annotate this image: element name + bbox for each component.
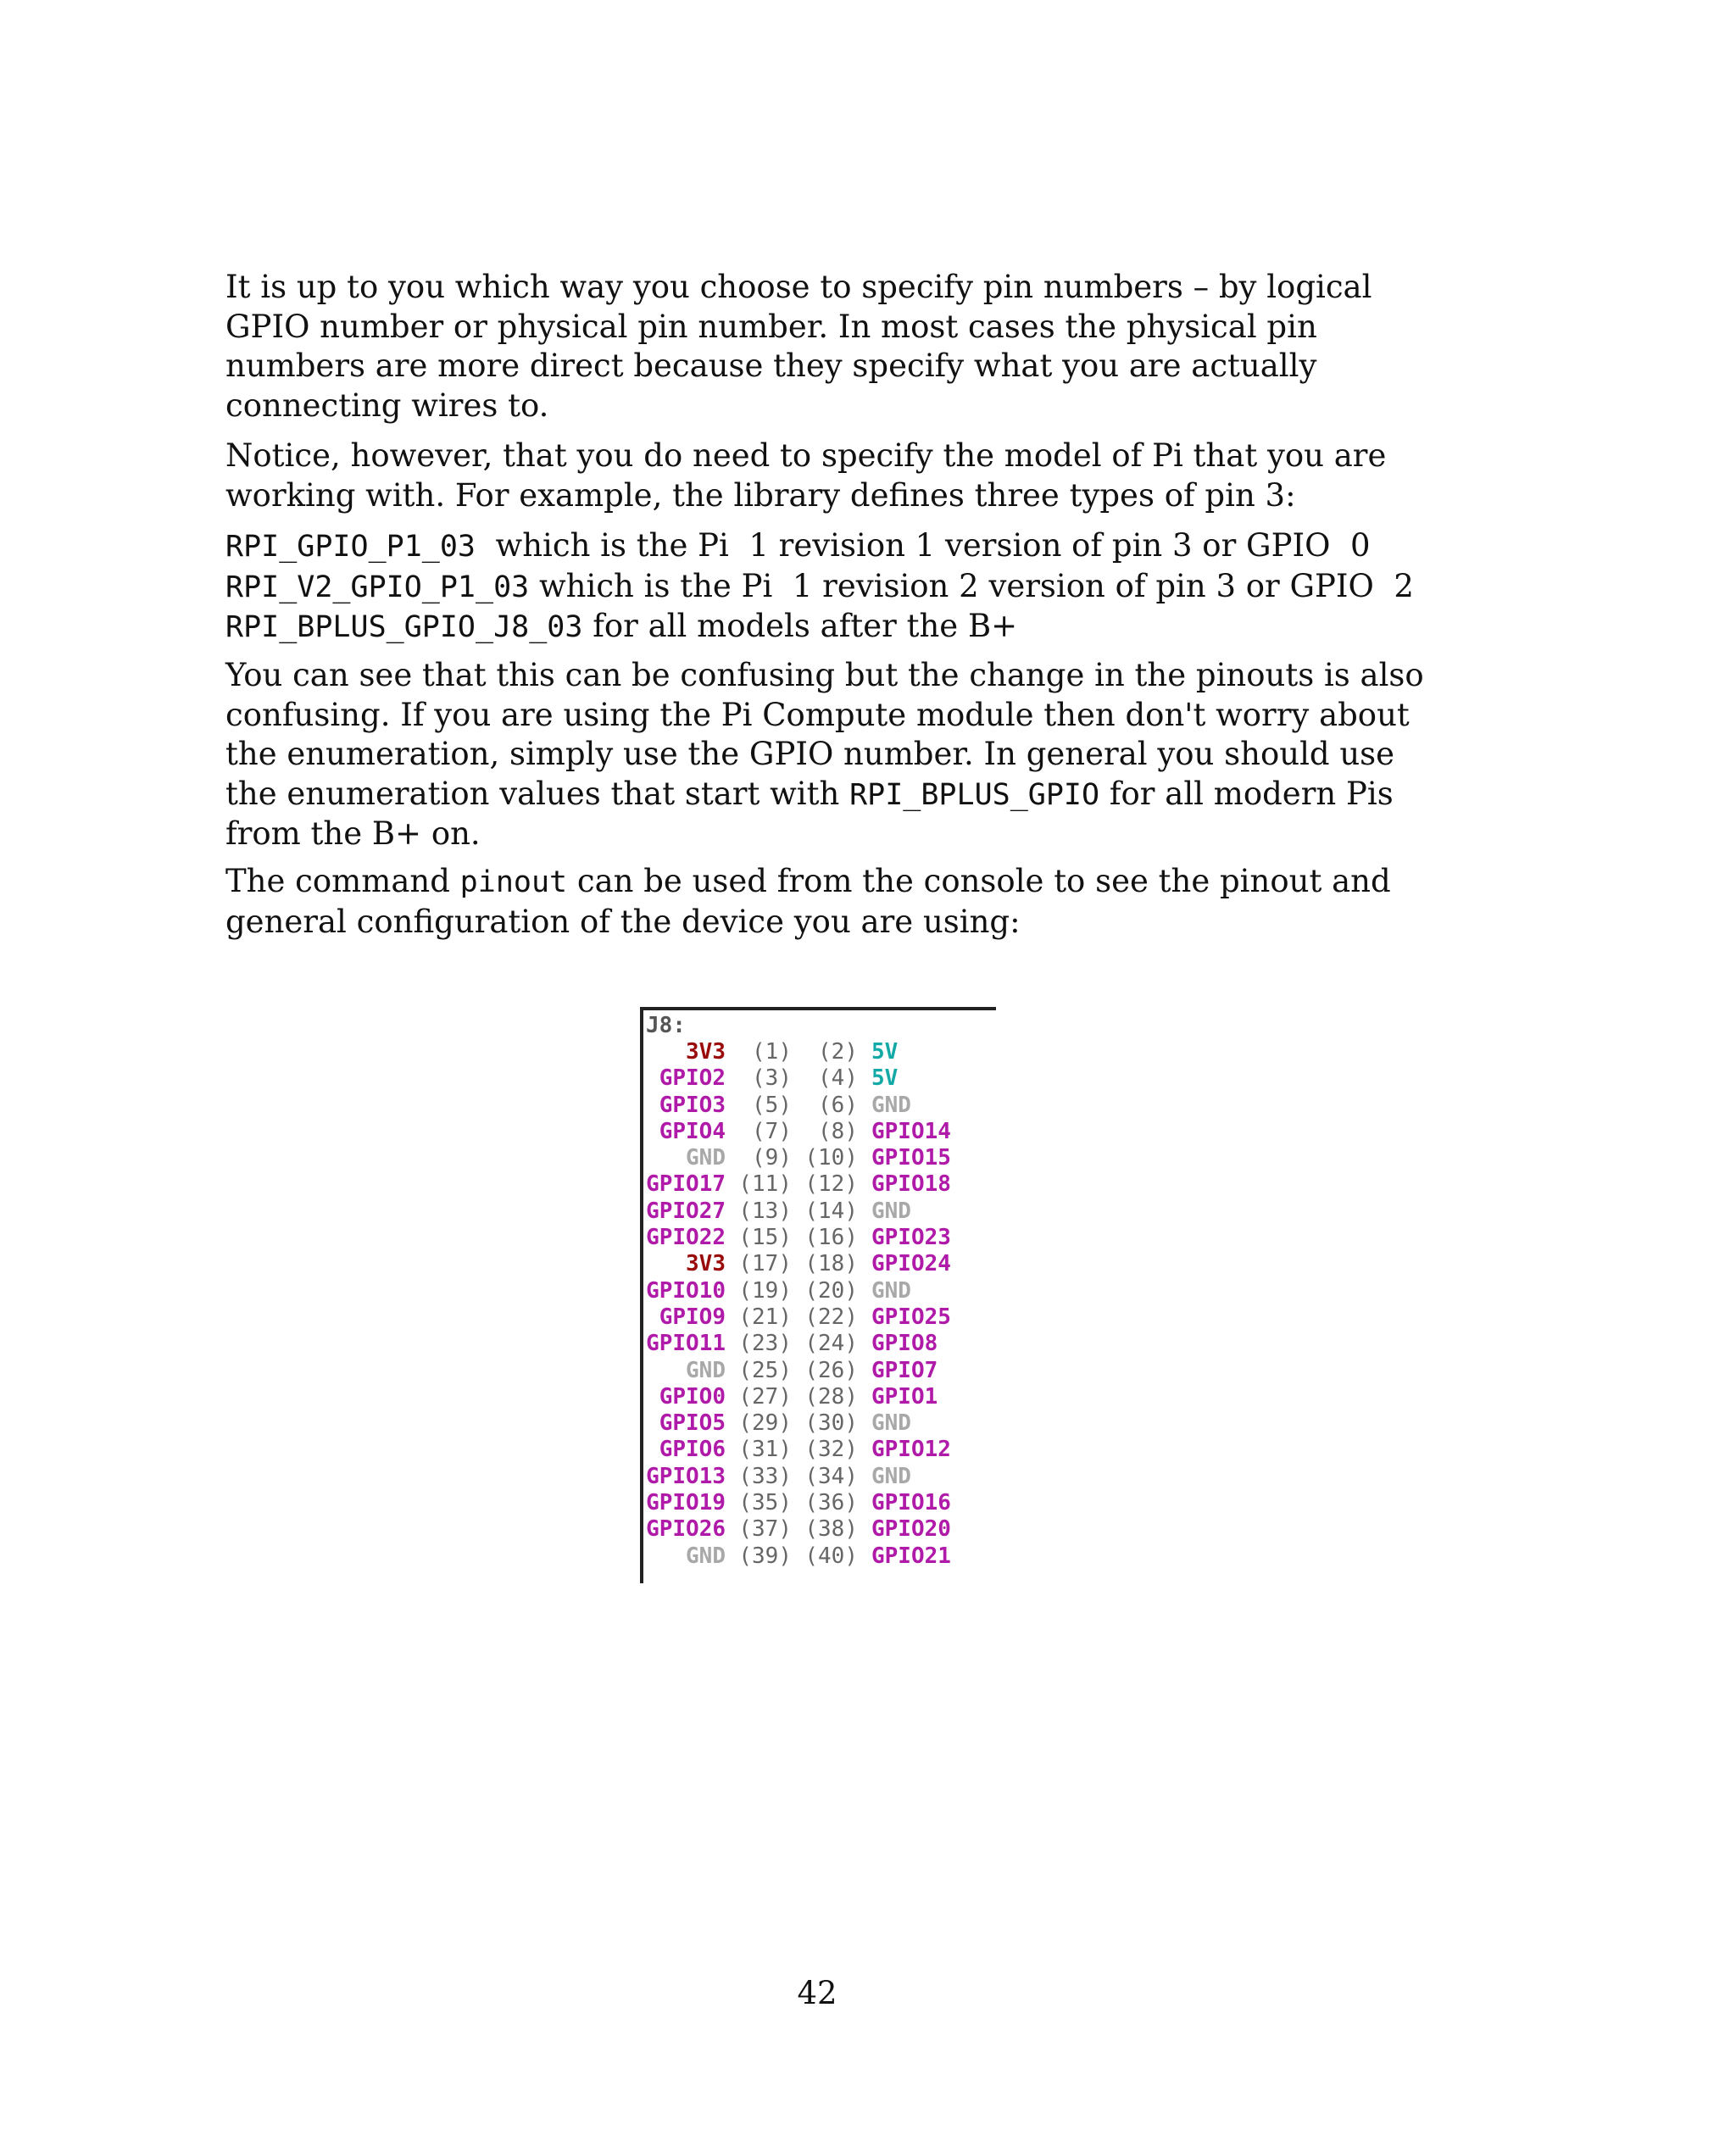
pin-number-left: (35) [738, 1490, 792, 1516]
pin-number-left: (15) [738, 1225, 792, 1251]
enum-description: which is the Pi 1 revision 2 version of pin 3 or GPIO 2 [529, 567, 1414, 604]
enum-code: RPI_GPIO_P1_03 [225, 530, 476, 564]
pin-name-right: GPIO12 [871, 1437, 951, 1463]
pin-name-right: GPIO21 [871, 1543, 951, 1569]
enum-description: which is the Pi 1 revision 1 version of pin 3 or GPIO 0 [476, 527, 1371, 564]
pin-name-left: GPIO0 [659, 1383, 726, 1410]
pinout-row [646, 1171, 996, 1198]
pinout-row [646, 1039, 996, 1065]
pin-name-right: GND [871, 1410, 911, 1437]
pin-name-right: GND [871, 1092, 911, 1118]
pin-number-right: (18) [804, 1251, 858, 1277]
pin-number-left: (37) [738, 1516, 792, 1543]
paragraph-confusing-pinouts [225, 656, 1455, 854]
pin-number-right: (34) [804, 1463, 858, 1489]
pin-name-right: GPIO23 [871, 1225, 951, 1251]
pin-number-right: (20) [804, 1277, 858, 1304]
inline-code: pinout [459, 865, 568, 899]
pin-name-right: GPIO24 [871, 1251, 951, 1277]
pin-number-left: (17) [738, 1251, 792, 1277]
pin-number-left: (23) [738, 1331, 792, 1357]
pin-name-right: GND [871, 1277, 911, 1304]
text-run: for all modern Pis from the B+ on. [225, 775, 1394, 852]
pin-name-right: GPIO15 [871, 1145, 951, 1171]
pin-name-left: GND [686, 1543, 726, 1569]
pin-name-left: GPIO22 [646, 1225, 726, 1251]
enum-line [225, 567, 1455, 608]
pin-name-left: GPIO17 [646, 1171, 726, 1198]
pin-name-left: GND [686, 1145, 726, 1171]
pin-number-right: (14) [804, 1198, 858, 1224]
pin-name-right: GND [871, 1463, 911, 1489]
text-run: can be used from the console to see the pinout and general configuration of the device you are using: [225, 863, 1391, 940]
pin-number-left: (13) [738, 1198, 792, 1224]
pinout-row [646, 1304, 996, 1331]
pinout-row [646, 1145, 996, 1171]
pin-number-left: (31) [738, 1437, 792, 1463]
pin-name-left: GND [686, 1357, 726, 1383]
pin-name-left: 3V3 [686, 1251, 726, 1277]
pin-name-right: GPIO1 [871, 1383, 938, 1410]
pin-number-right: (2) [818, 1039, 858, 1065]
pin-number-left: (3) [752, 1065, 792, 1092]
pin-name-right: 5V [871, 1039, 899, 1065]
inline-code: RPI_BPLUS_GPIO [849, 777, 1100, 812]
pinout-rows [646, 1039, 996, 1570]
pinout-terminal-output [640, 1007, 996, 1583]
pinout-row [646, 1093, 996, 1119]
pin-number-right: (36) [804, 1490, 858, 1516]
pin-number-right: (24) [804, 1331, 858, 1357]
pin-name-right: GPIO25 [871, 1304, 951, 1330]
pin-name-left: GPIO13 [646, 1463, 726, 1489]
pin-number-left: (21) [738, 1304, 792, 1330]
pinout-row [646, 1225, 996, 1251]
pin-name-left: 3V3 [686, 1039, 726, 1065]
pin-name-left: GPIO9 [659, 1304, 726, 1330]
pinout-row [646, 1437, 996, 1463]
page-number: 42 [797, 1975, 837, 2011]
enum-code: RPI_BPLUS_GPIO_J8_03 [225, 610, 583, 644]
pinout-row [646, 1065, 996, 1092]
pin-name-right: GND [871, 1198, 911, 1224]
pinout-header: J8: [646, 1013, 686, 1038]
pin-number-right: (16) [804, 1225, 858, 1251]
pin-number-left: (19) [738, 1277, 792, 1304]
pin-name-left: GPIO6 [659, 1437, 726, 1463]
pin-number-right: (28) [804, 1383, 858, 1410]
paragraph-pinout-command [225, 862, 1455, 942]
pin-name-right: 5V [871, 1065, 899, 1092]
pin-name-left: GPIO10 [646, 1277, 726, 1304]
enum-description: for all models after the B+ [582, 608, 1018, 644]
pinout-row [646, 1543, 996, 1570]
pin-number-right: (22) [804, 1304, 858, 1330]
pin-number-right: (8) [818, 1118, 858, 1144]
pin-number-left: (29) [738, 1410, 792, 1437]
pin-number-left: (9) [752, 1145, 792, 1171]
enum-line [225, 607, 1455, 648]
pinout-row [646, 1490, 996, 1516]
pinout-row [646, 1358, 996, 1384]
pinout-row [646, 1278, 996, 1304]
pin-number-left: (1) [752, 1039, 792, 1065]
enum-code: RPI_V2_GPIO_P1_03 [225, 570, 530, 604]
pin3-enum-list [225, 526, 1455, 648]
pin-name-left: GPIO3 [659, 1092, 726, 1118]
pinout-row [646, 1516, 996, 1543]
pin-number-left: (27) [738, 1383, 792, 1410]
pinout-row [646, 1198, 996, 1225]
pin-name-left: GPIO27 [646, 1198, 726, 1224]
pinout-row [646, 1464, 996, 1490]
pin-number-right: (10) [804, 1145, 858, 1171]
pin-name-left: GPIO11 [646, 1331, 726, 1357]
pinout-row [646, 1384, 996, 1410]
pin-name-right: GPIO18 [871, 1171, 951, 1198]
pin-number-right: (26) [804, 1357, 858, 1383]
pinout-row [646, 1119, 996, 1145]
pin-number-left: (11) [738, 1171, 792, 1198]
enum-line [225, 526, 1455, 567]
pin-name-left: GPIO19 [646, 1490, 726, 1516]
pin-name-right: GPIO16 [871, 1490, 951, 1516]
paragraph-model-notice [225, 437, 1455, 515]
text-run: You can see that this can be confusing but the change in the pinouts is also confusing. If you are using the Pi Compute module then don't worry about the enumeration, simply use the GPIO number. In general you should use the enumeration values that start with [225, 657, 1424, 812]
pin-number-right: (40) [804, 1543, 858, 1569]
pin-name-left: GPIO2 [659, 1065, 726, 1092]
paragraph-text [225, 656, 1455, 854]
pin-number-right: (30) [804, 1410, 858, 1437]
pinout-row [646, 1410, 996, 1437]
pin-number-right: (12) [804, 1171, 858, 1198]
text-run: The command [225, 863, 460, 899]
pin-name-left: GPIO26 [646, 1516, 726, 1543]
pin-number-left: (5) [752, 1092, 792, 1118]
pin-number-right: (6) [818, 1092, 858, 1118]
paragraph-text [225, 862, 1455, 942]
pin-number-right: (32) [804, 1437, 858, 1463]
pin-number-left: (33) [738, 1463, 792, 1489]
paragraph-text: It is up to you which way you choose to specify pin numbers – by logical GPIO number or physical pin number. In most cases the physical pin numbers are more direct because they specify what you are actually connecting wires to. [225, 269, 1372, 424]
pin-name-left: GPIO5 [659, 1410, 726, 1437]
pin-name-right: GPIO20 [871, 1516, 951, 1543]
pin-name-right: GPIO14 [871, 1118, 951, 1144]
pin-name-right: GPIO7 [871, 1357, 938, 1383]
pin-number-right: (38) [804, 1516, 858, 1543]
pin-number-left: (25) [738, 1357, 792, 1383]
pinout-row [646, 1251, 996, 1277]
pin-name-left: GPIO4 [659, 1118, 726, 1144]
pin-number-left: (7) [752, 1118, 792, 1144]
pin-name-right: GPIO8 [871, 1331, 938, 1357]
pin-number-right: (4) [818, 1065, 858, 1092]
paragraph-pin-numbering [225, 268, 1455, 425]
pinout-row [646, 1331, 996, 1357]
paragraph-text: Notice, however, that you do need to specify the model of Pi that you are working with. For example, the library defines three types of pin 3: [225, 437, 1387, 514]
pin-number-left: (39) [738, 1543, 792, 1569]
